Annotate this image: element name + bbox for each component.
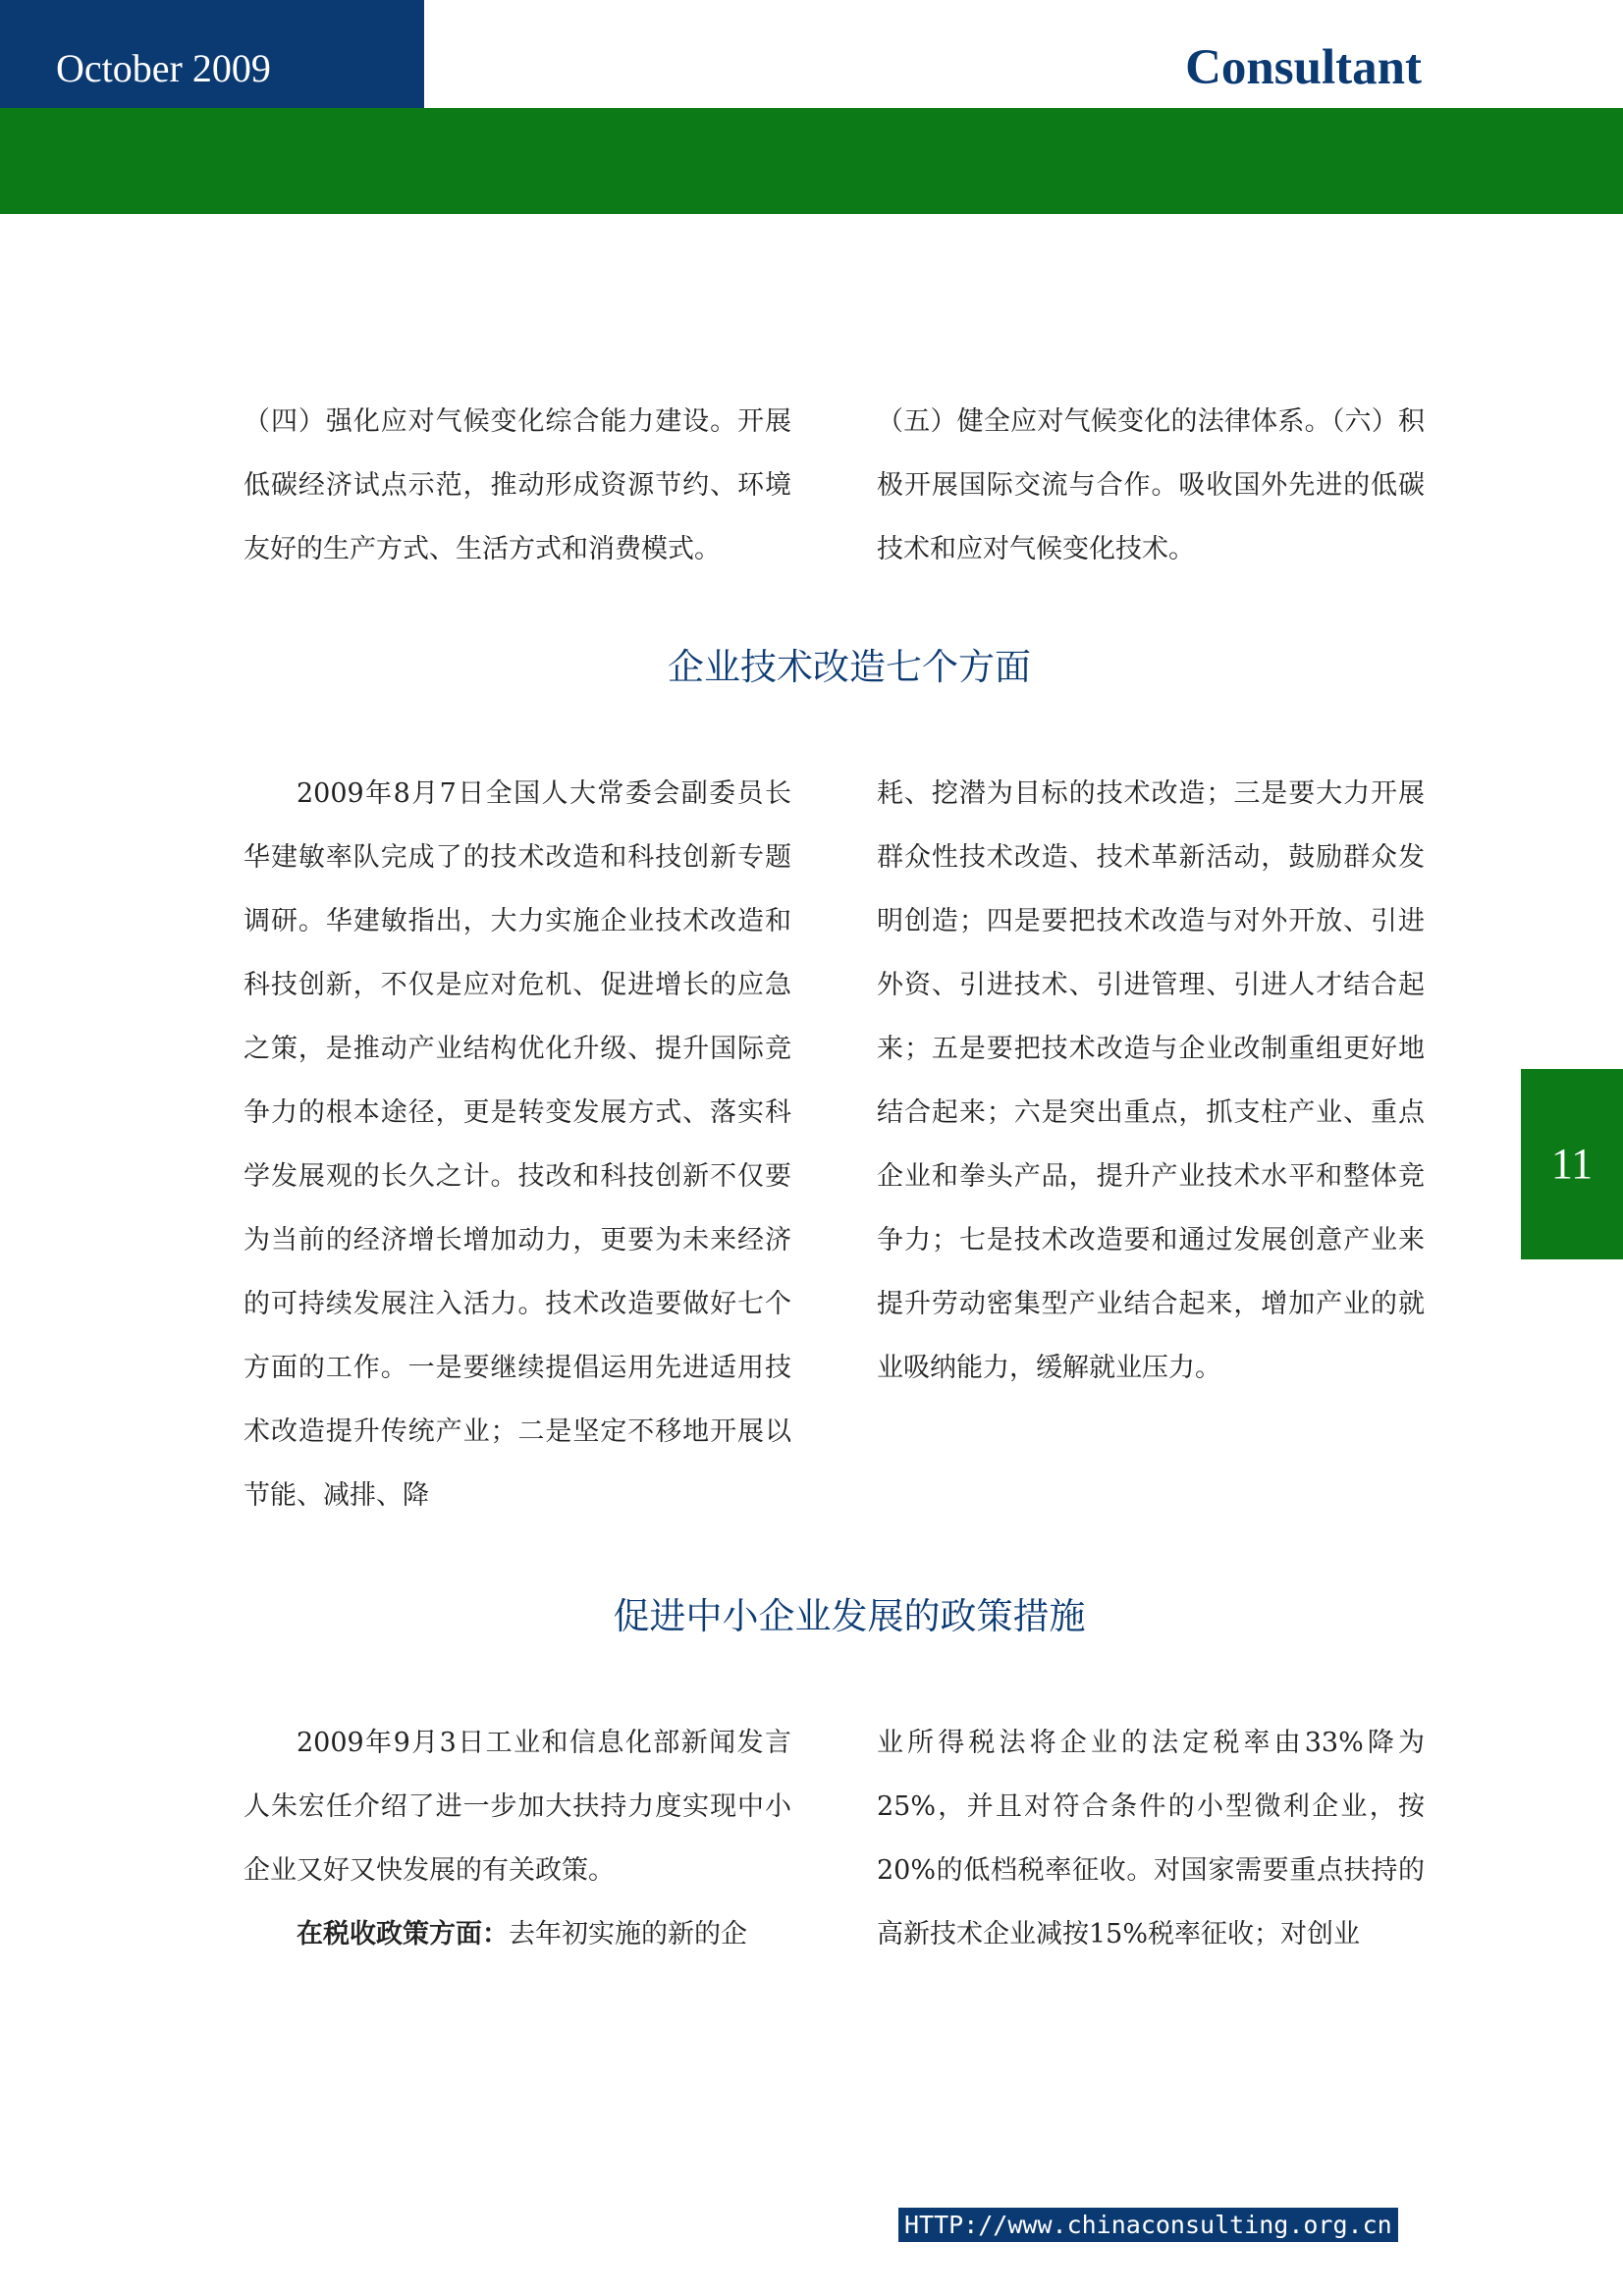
section-title-sme: 促进中小企业发展的政策措施 bbox=[613, 1595, 1086, 1637]
issue-date: October 2009 bbox=[0, 0, 424, 108]
sme-left-paragraph-2 bbox=[243, 1902, 791, 1966]
sme-left-column bbox=[243, 1711, 791, 1966]
magazine-title: Consultant bbox=[1185, 40, 1422, 95]
top-left-paragraph: （四）强化应对气候变化综合能力建设。开展低碳经济试点示范，推动形成资源节约、环境友好的生产方式、生活方式和消费模式。 bbox=[243, 406, 791, 564]
section-title-tech: 企业技术改造七个方面 bbox=[668, 646, 1031, 688]
tax-policy-heading: 在税收政策方面： bbox=[297, 1919, 509, 1949]
footer-url-link[interactable]: HTTP://www.chinaconsulting.org.cn bbox=[898, 2208, 1398, 2242]
tax-policy-text: 去年初实施的新的企 bbox=[509, 1919, 747, 1949]
header-band bbox=[0, 108, 1623, 214]
top-right-column bbox=[877, 390, 1425, 581]
top-left-column bbox=[243, 390, 791, 581]
tech-left-column bbox=[243, 762, 791, 1527]
tech-right-column bbox=[877, 762, 1425, 1400]
tech-right-paragraph: 耗、挖潜为目标的技术改造；三是要大力开展群众性技术改造、技术革新活动，鼓励群众发明创造；四是要把技术改造与对外开放、引进外资、引进技术、引进管理、引进人才结合起来；五是要把技术改造与企业改制重组更好地结合起来；六是突出重点，抓支柱产业、重点企业和拳头产品，提升产业技术水平和整体竞争力；七是技术改造要和通过发展创意产业来提升劳动密集型产业结合起来，增加产业的就业吸纳能力，缓解就业压力。 bbox=[877, 778, 1425, 1383]
page-number: 11 bbox=[1521, 1069, 1623, 1259]
top-right-paragraph: （五）健全应对气候变化的法律体系。（六）积极开展国际交流与合作。吸收国外先进的低碳技术和应对气候变化技术。 bbox=[877, 406, 1425, 564]
sme-left-paragraph-1: 2009年9月3日工业和信息化部新闻发言人朱宏任介绍了进一步加大扶持力度实现中小企业又好又快发展的有关政策。 bbox=[243, 1728, 791, 1886]
tech-left-paragraph: 2009年8月7日全国人大常委会副委员长华建敏率队完成了的技术改造和科技创新专题调研。华建敏指出，大力实施企业技术改造和科技创新，不仅是应对危机、促进增长的应急之策，是推动产业结构优化升级、提升国际竞争力的根本途径，更是转变发展方式、落实科学发展观的长久之计。技改和科技创新不仅要为当前的经济增长增加动力，更要为未来经济的可持续发展注入活力。技术改造要做好七个方面的工作。一是要继续提倡运用先进适用技术改造提升传统产业；二是坚定不移地开展以节能、减排、降 bbox=[243, 778, 791, 1511]
sme-right-paragraph: 业所得税法将企业的法定税率由33%降为25%，并且对符合条件的小型微利企业，按20%的低档税率征收。对国家需要重点扶持的高新技术企业减按15%税率征收；对创业 bbox=[877, 1728, 1425, 1949]
sme-right-column bbox=[877, 1711, 1425, 1966]
